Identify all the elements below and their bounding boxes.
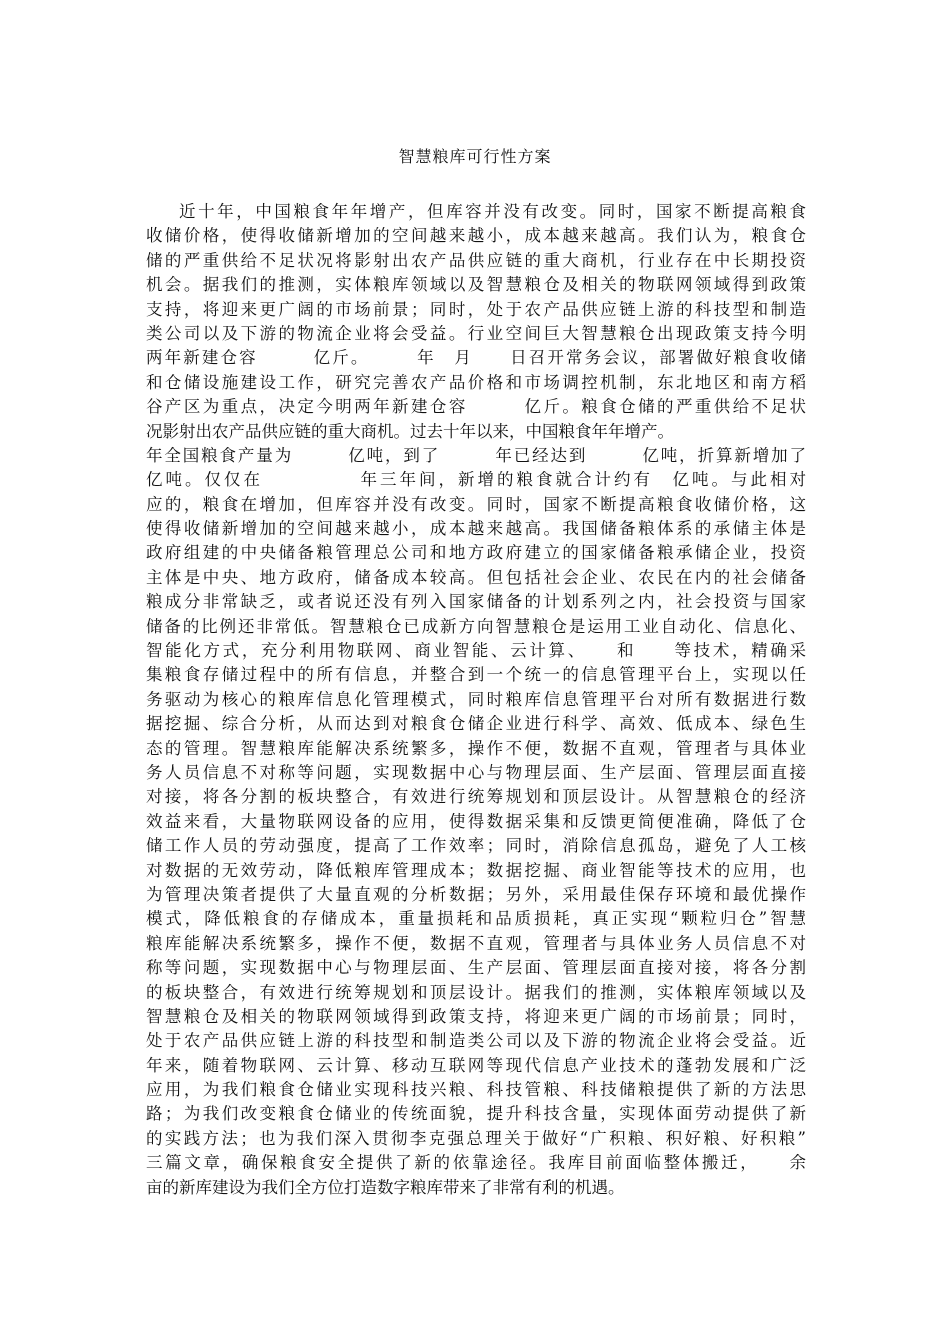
body-line: 应的，粮食在增加，但库容并没有改变。同时，国家不断提高粮食收储价格，这	[146, 494, 806, 514]
body-line: 亿吨。仅仅在 年三年间，新增的粮食就合计约有 亿吨。与此相对	[146, 470, 806, 490]
body-line: 集粮食存储过程中的所有信息，并整合到一个统一的信息管理平台上，实现以任	[146, 665, 806, 685]
body-line: 年来，随着物联网、云计算、移动互联网等现代信息产业技术的蓬勃发展和广泛	[146, 1055, 806, 1075]
body-line: 机会。据我们的推测，实体粮库领域以及智慧粮仓及相关的物联网领域得到政策	[146, 275, 806, 295]
body-line: 两年新建仓容 亿斤。 年 月 日召开常务会议，部署做好粮食收储	[146, 348, 806, 368]
body-line: 路；为我们改变粮食仓储业的传统面貌，提升科技含量，实现体面劳动提供了新	[146, 1104, 806, 1124]
body-line: 使得收储新增加的空间越来越小，成本越来越高。我国储备粮体系的承储主体是	[146, 519, 806, 539]
body-line: 况影射出农产品供应链的重大商机。过去十年以来，中国粮食年年增产。	[146, 421, 674, 441]
body-line: 谷产区为重点，决定今明两年新建仓容 亿斤。粮食仓储的严重供给不足状	[146, 397, 806, 417]
body-line: 为管理决策者提供了大量直观的分析数据；另外，采用最佳保存环境和最优操作	[146, 884, 806, 904]
body-line: 效益来看，大量物联网设备的应用，使得数据采集和反馈更简便准确，降低了仓	[146, 811, 806, 831]
body-line: 政府组建的中央储备粮管理总公司和地方政府建立的国家储备粮承储企业，投资	[146, 543, 806, 563]
body-line: 储的严重供给不足状况将影射出农产品供应链的重大商机，行业存在中长期投资	[146, 250, 806, 270]
body-line: 的板块整合，有效进行统筹规划和顶层设计。据我们的推测，实体粮库领域以及	[146, 982, 806, 1002]
body-line: 据挖掘、综合分析，从而达到对粮食仓储企业进行科学、高效、低成本、绿色生	[146, 714, 806, 734]
body-line: 近十年，中国粮食年年增产，但库容并没有改变。同时，国家不断提高粮食	[179, 202, 806, 221]
body-line: 对数据的无效劳动，降低粮库管理成本；数据挖掘、商业智能等技术的应用，也	[146, 860, 806, 880]
body-line: 支持，将迎来更广阔的市场前景；同时，处于农产品供应链上游的科技型和制造	[146, 299, 806, 319]
body-line: 粮成分非常缺乏，或者说还没有列入国家储备的计划系列之内，社会投资与国家	[146, 592, 806, 612]
body-line: 称等问题，实现数据中心与物理层面、生产层面、管理层面直接对接，将各分割	[146, 958, 806, 978]
body-line: 对接，将各分割的板块整合，有效进行统筹规划和顶层设计。从智慧粮仓的经济	[146, 787, 806, 807]
body-line: 储工作人员的劳动强度，提高了工作效率；同时，消除信息孤岛，避免了人工核	[146, 836, 806, 856]
body-line: 态的管理。智慧粮库能解决系统繁多，操作不便，数据不直观，管理者与具体业	[146, 738, 806, 758]
body-line: 处于农产品供应链上游的科技型和制造类公司以及下游的物流企业将会受益。近	[146, 1031, 806, 1051]
body-line: 类公司以及下游的物流企业将会受益。行业空间巨大智慧粮仓出现政策支持今明	[146, 323, 806, 343]
document-title: 智慧粮库可行性方案	[398, 147, 552, 166]
body-line: 年全国粮食产量为 亿吨，到了 年已经达到 亿吨，折算新增加了	[146, 445, 806, 465]
body-line: 智能化方式，充分利用物联网、商业智能、云计算、 和 等技术，精确采	[146, 641, 806, 661]
body-line: 主体是中央、地方政府，储备成本较高。但包括社会企业、农民在内的社会储备	[146, 567, 806, 587]
body-line: 储备的比例还非常低。智慧粮仓已成新方向智慧粮仓是运用工业自动化、信息化、	[146, 616, 806, 636]
body-line: 三篇文章，确保粮食安全提供了新的依靠途径。我库目前面临整体搬迁， 余	[146, 1153, 806, 1173]
body-line: 亩的新库建设为我们全方位打造数字粮库带来了非常有利的机遇。	[146, 1177, 625, 1197]
body-line: 和仓储设施建设工作，研究完善农产品价格和市场调控机制，东北地区和南方稻	[146, 372, 806, 392]
body-line: 智慧粮仓及相关的物联网领域得到政策支持，将迎来更广阔的市场前景；同时，	[146, 1006, 806, 1026]
body-line: 务人员信息不对称等问题，实现数据中心与物理层面、生产层面、管理层面直接	[146, 762, 806, 782]
body-line: 收储价格，使得收储新增加的空间越来越小，成本越来越高。我们认为，粮食仓	[146, 226, 806, 246]
body-line: 粮库能解决系统繁多，操作不便，数据不直观，管理者与具体业务人员信息不对	[146, 933, 806, 953]
document-body	[146, 200, 806, 1200]
body-line: 应用，为我们粮食仓储业实现科技兴粮、科技管粮、科技储粮提供了新的方法思	[146, 1080, 806, 1100]
body-line: 模式，降低粮食的存储成本，重量损耗和品质损耗，真正实现“颗粒归仓”智慧	[146, 909, 806, 929]
body-line: 务驱动为核心的粮库信息化管理模式，同时粮库信息管理平台对所有数据进行数	[146, 689, 806, 709]
body-line: 的实践方法；也为我们深入贯彻李克强总理关于做好“广积粮、积好粮、好积粮”	[146, 1128, 806, 1148]
